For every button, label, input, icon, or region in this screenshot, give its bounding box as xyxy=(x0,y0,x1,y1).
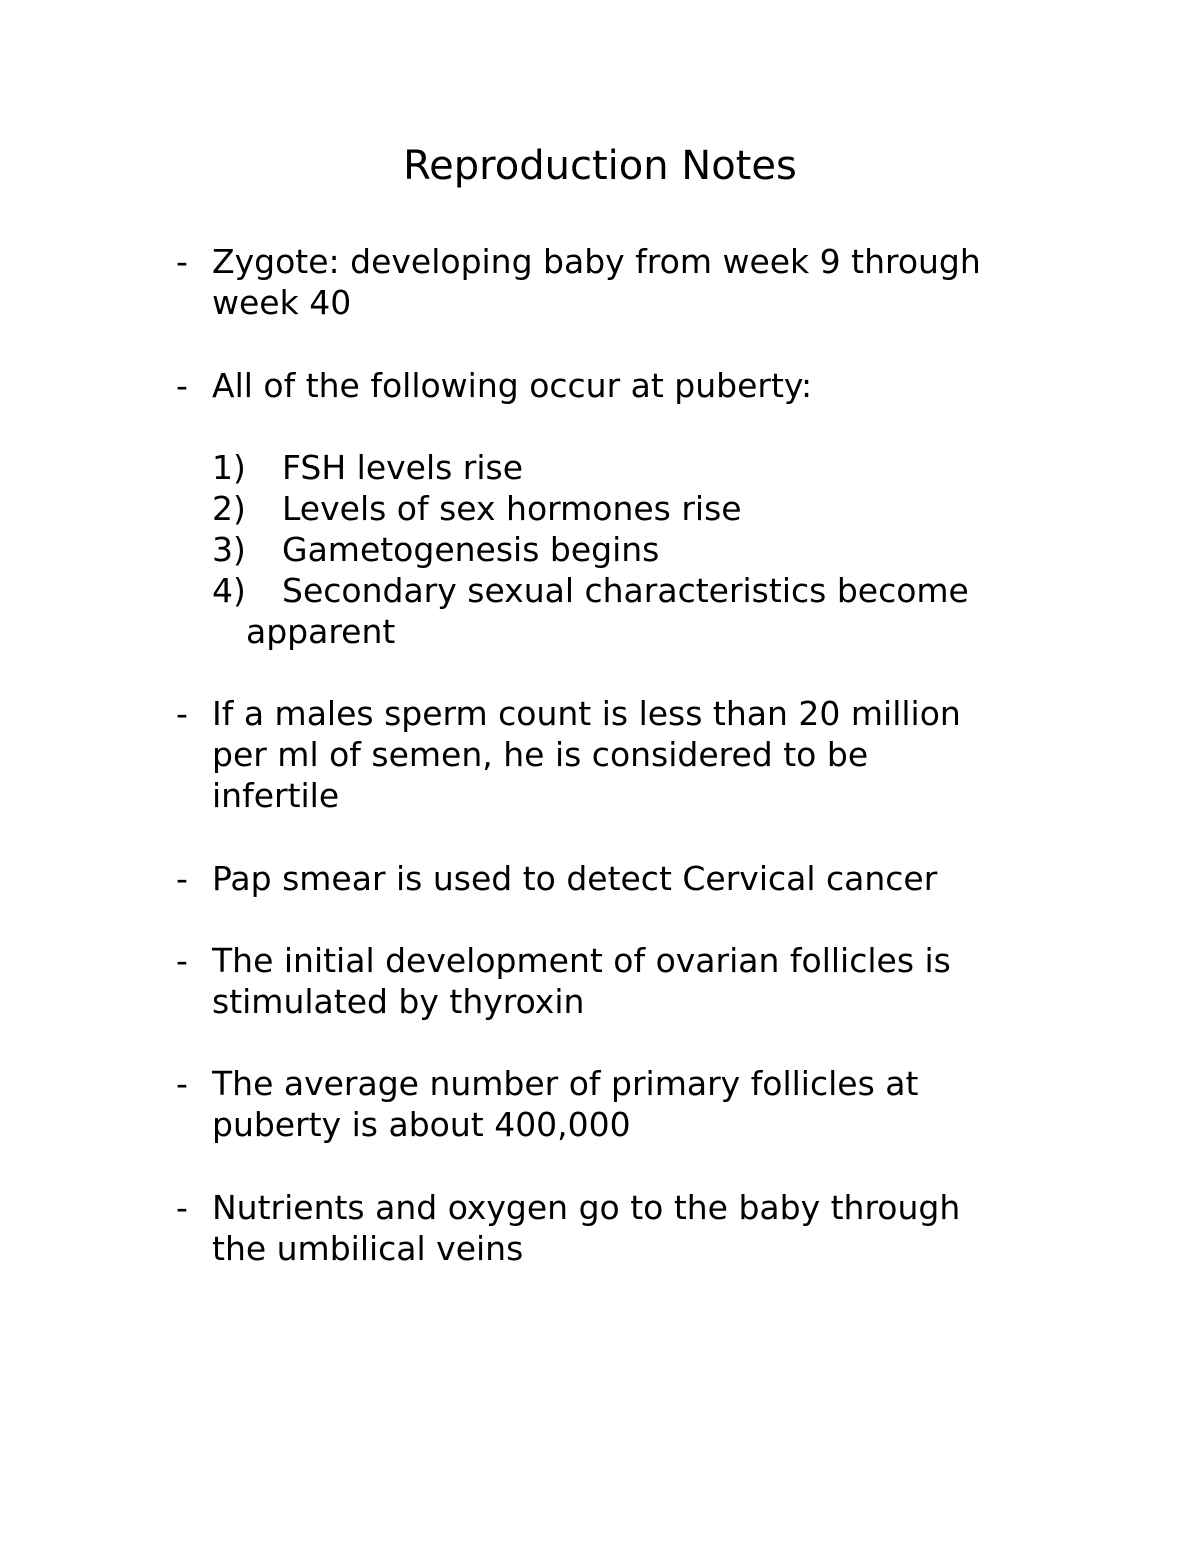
bullet-dash: - xyxy=(176,1064,188,1103)
note-line: All of the following occur at puberty: xyxy=(212,366,813,405)
list-text: Gametogenesis begins xyxy=(282,530,660,569)
note-line: Zygote: developing baby from week 9 through xyxy=(212,242,981,281)
bullet-dash: - xyxy=(176,694,188,733)
list-text: Secondary sexual characteristics become xyxy=(282,571,969,610)
note-line: puberty is about 400,000 xyxy=(212,1105,631,1144)
note-line: stimulated by thyroxin xyxy=(212,982,585,1021)
bullet-dash: - xyxy=(176,366,188,405)
note-line: the umbilical veins xyxy=(212,1229,524,1268)
note-line: per ml of semen, he is considered to be xyxy=(212,735,869,774)
numbered-list-item xyxy=(212,529,1052,570)
note-item xyxy=(176,1063,1056,1145)
numbered-list-item xyxy=(212,488,1052,529)
list-text-continuation: apparent xyxy=(246,612,396,651)
numbered-list-item xyxy=(212,570,1052,652)
note-line: Nutrients and oxygen go to the baby through xyxy=(212,1188,961,1227)
note-item xyxy=(176,858,1056,899)
numbered-list-item xyxy=(212,447,1052,488)
note-line: The initial development of ovarian follicles is xyxy=(212,941,951,980)
bullet-dash: - xyxy=(176,1188,188,1227)
note-item xyxy=(176,1187,1056,1269)
list-text: Levels of sex hormones rise xyxy=(282,489,742,528)
note-line: The average number of primary follicles at xyxy=(212,1064,919,1103)
note-line: Pap smear is used to detect Cervical cancer xyxy=(212,859,938,898)
list-text: FSH levels rise xyxy=(282,448,524,487)
note-item xyxy=(176,241,1056,323)
note-item xyxy=(176,365,1056,406)
note-line: If a males sperm count is less than 20 million xyxy=(212,694,961,733)
list-number: 1) xyxy=(212,448,246,487)
note-line: infertile xyxy=(212,776,340,815)
list-number: 2) xyxy=(212,489,246,528)
bullet-dash: - xyxy=(176,941,188,980)
note-line: week 40 xyxy=(212,283,352,322)
bullet-dash: - xyxy=(176,859,188,898)
list-number: 3) xyxy=(212,530,246,569)
list-number: 4) xyxy=(212,571,246,610)
note-item xyxy=(176,940,1056,1022)
page-title: Reproduction Notes xyxy=(403,143,797,189)
note-item xyxy=(176,693,1056,816)
bullet-dash: - xyxy=(176,242,188,281)
